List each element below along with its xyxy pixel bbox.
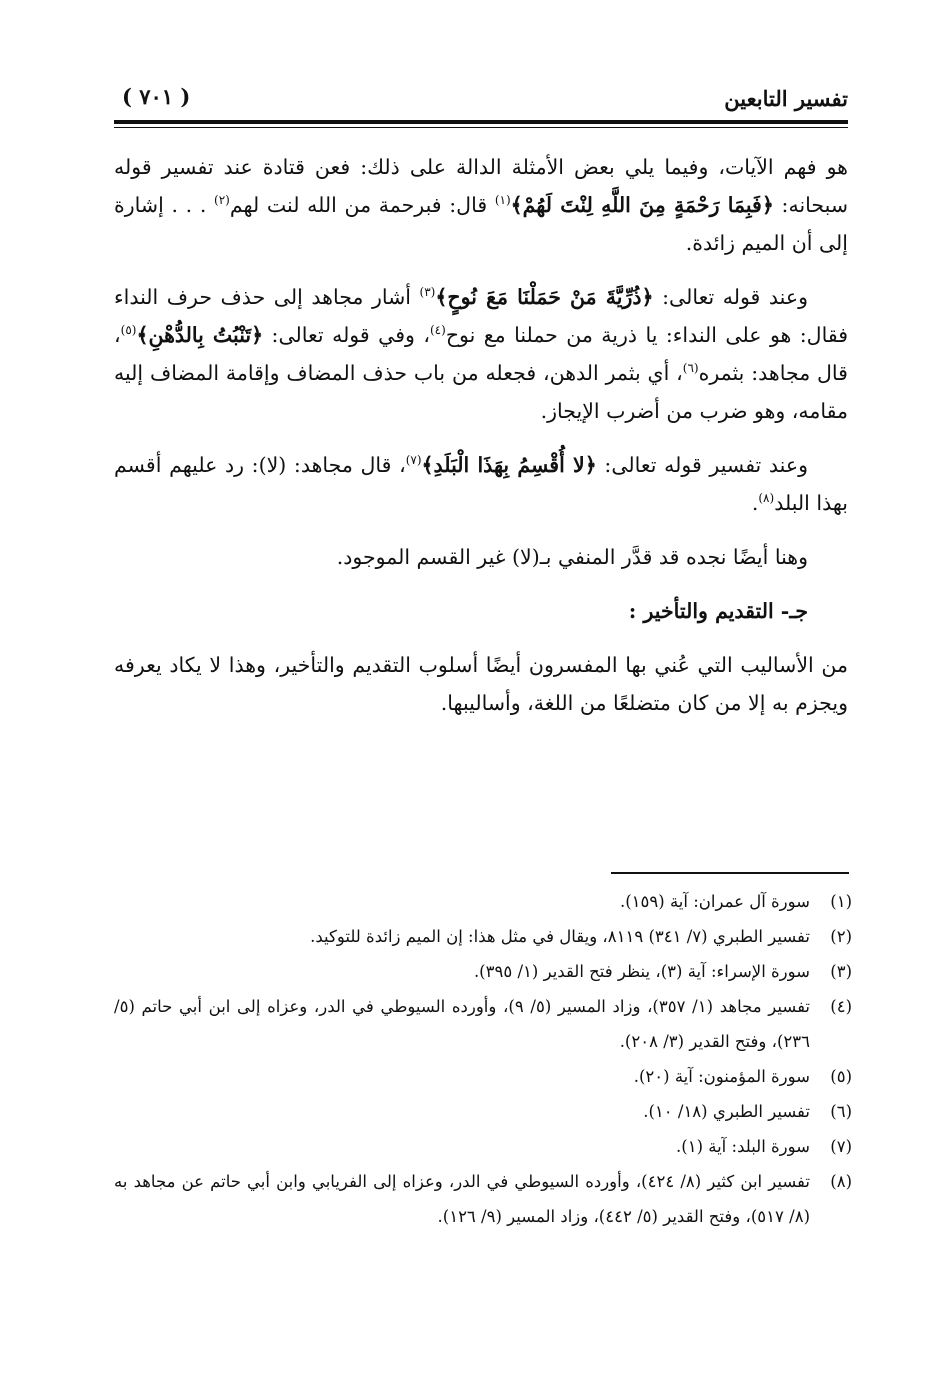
footnote-item: [114, 919, 852, 954]
main-text: [114, 148, 848, 722]
footnote-ref: (٣): [419, 285, 436, 300]
footnote-ref: (٢): [214, 193, 230, 208]
header-rule-thick: [114, 120, 848, 124]
footnote-ref: (٧): [405, 453, 422, 468]
footnote-number: (٤): [830, 997, 852, 1016]
footnote-number: (٦): [830, 1102, 852, 1121]
paragraph-3: [114, 446, 848, 522]
paragraph-2-text: أشار مجاهد إلى حذف حرف النداء فقال: هو على النداء: يا ذرية من حملنا مع نوح: [114, 285, 848, 347]
header-rule-thin: [114, 127, 848, 128]
footnote-text: سورة البلد: آية (١).: [676, 1137, 810, 1156]
footnote-number: (٨): [830, 1172, 852, 1191]
footnote-text: سورة آل عمران: آية (١٥٩).: [619, 892, 810, 911]
footnote-item: [114, 1129, 852, 1164]
footnote-number: (٧): [830, 1137, 852, 1156]
paragraph-3-text: وعند تفسير قوله تعالى:: [596, 453, 808, 477]
footnote-number: (٥): [830, 1067, 852, 1086]
footnote-item: [114, 884, 852, 919]
footnote-number: (٢): [830, 927, 852, 946]
footnote-ref: (٨): [758, 491, 775, 506]
footnote-item: [114, 1059, 852, 1094]
paragraph-1: [114, 148, 848, 262]
footnote-text: تفسير ابن كثير (٨/ ٤٢٤)، وأورده السيوطي في الدر، وعزاه إلى الفريابي وابن أبي حاتم عن مجاهد به (٨/ ٥١٧)، وفتح القدير (٥/ ٤٤٢)، وزاد المسير (٩/ ١٢٦).: [114, 1172, 810, 1226]
footnote-item: [114, 1094, 852, 1129]
quran-verse: ﴿لا أُقْسِمُ بِهَذَا الْبَلَدِ﴾: [421, 453, 597, 477]
page-number: ( ٧٠١ ): [122, 84, 191, 109]
paragraph-2-text: ، أي بثمر الدهن، فجعله من باب حذف المضاف وإقامة المضاف إليه مقامه، وهو ضرب من أضرب الإيجاز.: [114, 361, 848, 423]
paragraph-3-text: .: [751, 491, 759, 515]
footnote-item: [114, 989, 852, 1059]
footnote-separator: [611, 872, 849, 874]
paragraph-1-text: . . . إشارة إلى أن الميم زائدة.: [114, 193, 848, 255]
footnote-ref: (١): [494, 193, 511, 208]
footnote-item: [114, 1164, 852, 1234]
paragraph-2-text: ، وفي قوله تعالى:: [263, 323, 430, 347]
paragraph-1-text: هو فهم الآيات، وفيما يلي بعض الأمثلة الدالة على ذلك: فعن قتادة عند تفسير قوله سبحانه:: [114, 155, 848, 217]
paragraph-3-text: ، قال مجاهد: (لا): رد عليهم أقسم بهذا البلد: [114, 453, 848, 515]
footnote-item: [114, 954, 852, 989]
quran-verse: ﴿ذُرِّيَّةَ مَنْ حَمَلْنَا مَعَ نُوحٍ﴾: [435, 285, 654, 309]
footnote-number: (١): [830, 892, 852, 911]
quran-verse: ﴿تَنْبُتُ بِالدُّهْنِ﴾: [136, 323, 264, 347]
paragraph-2-text: ، قال مجاهد: بثمره: [114, 323, 848, 385]
footnotes: [114, 884, 852, 1234]
page-header: [114, 82, 848, 118]
quran-verse: ﴿فَبِمَا رَحْمَةٍ مِنَ اللَّهِ لِنْتَ لَهُمْ﴾: [510, 193, 774, 217]
footnote-ref: (٤): [429, 323, 446, 338]
footnote-ref: (٦): [682, 361, 699, 376]
paragraph-5: من الأساليب التي عُني بها المفسرون أيضًا أسلوب التقديم والتأخير، وهذا لا يكاد يعرفه ويجزم به إلا من كان متضلعًا من اللغة، وأساليبها.: [114, 653, 848, 715]
paragraph-2: [114, 278, 848, 430]
footnote-ref: (٥): [120, 323, 137, 338]
section-heading: جـ- التقديم والتأخير :: [628, 599, 808, 623]
footnote-text: تفسير الطبري (١٨/ ١٠).: [643, 1102, 810, 1121]
footnote-number: (٣): [830, 962, 852, 981]
running-title: تفسير التابعين: [724, 86, 848, 111]
footnote-text: سورة المؤمنون: آية (٢٠).: [633, 1067, 810, 1086]
paragraph-1-text: قال: فبرحمة من الله لنت لهم: [229, 193, 495, 217]
footnote-text: تفسير الطبري (٧/ ٣٤١) ٨١١٩، ويقال في مثل هذا: إن الميم زائدة للتوكيد.: [310, 927, 810, 946]
footnote-text: سورة الإسراء: آية (٣)، ينظر فتح القدير (١/ ٣٩٥).: [473, 962, 810, 981]
footnote-text: تفسير مجاهد (١/ ٣٥٧)، وزاد المسير (٥/ ٩)، وأورده السيوطي في الدر، وعزاه إلى ابن أبي حاتم (٥/ ٢٣٦)، وفتح القدير (٣/ ٢٠٨).: [114, 997, 811, 1051]
paragraph-2-text: وعند قوله تعالى:: [653, 285, 808, 309]
paragraph-4: وهنا أيضًا نجده قد قدَّر المنفي بـ(لا) غير القسم الموجود.: [336, 545, 808, 569]
